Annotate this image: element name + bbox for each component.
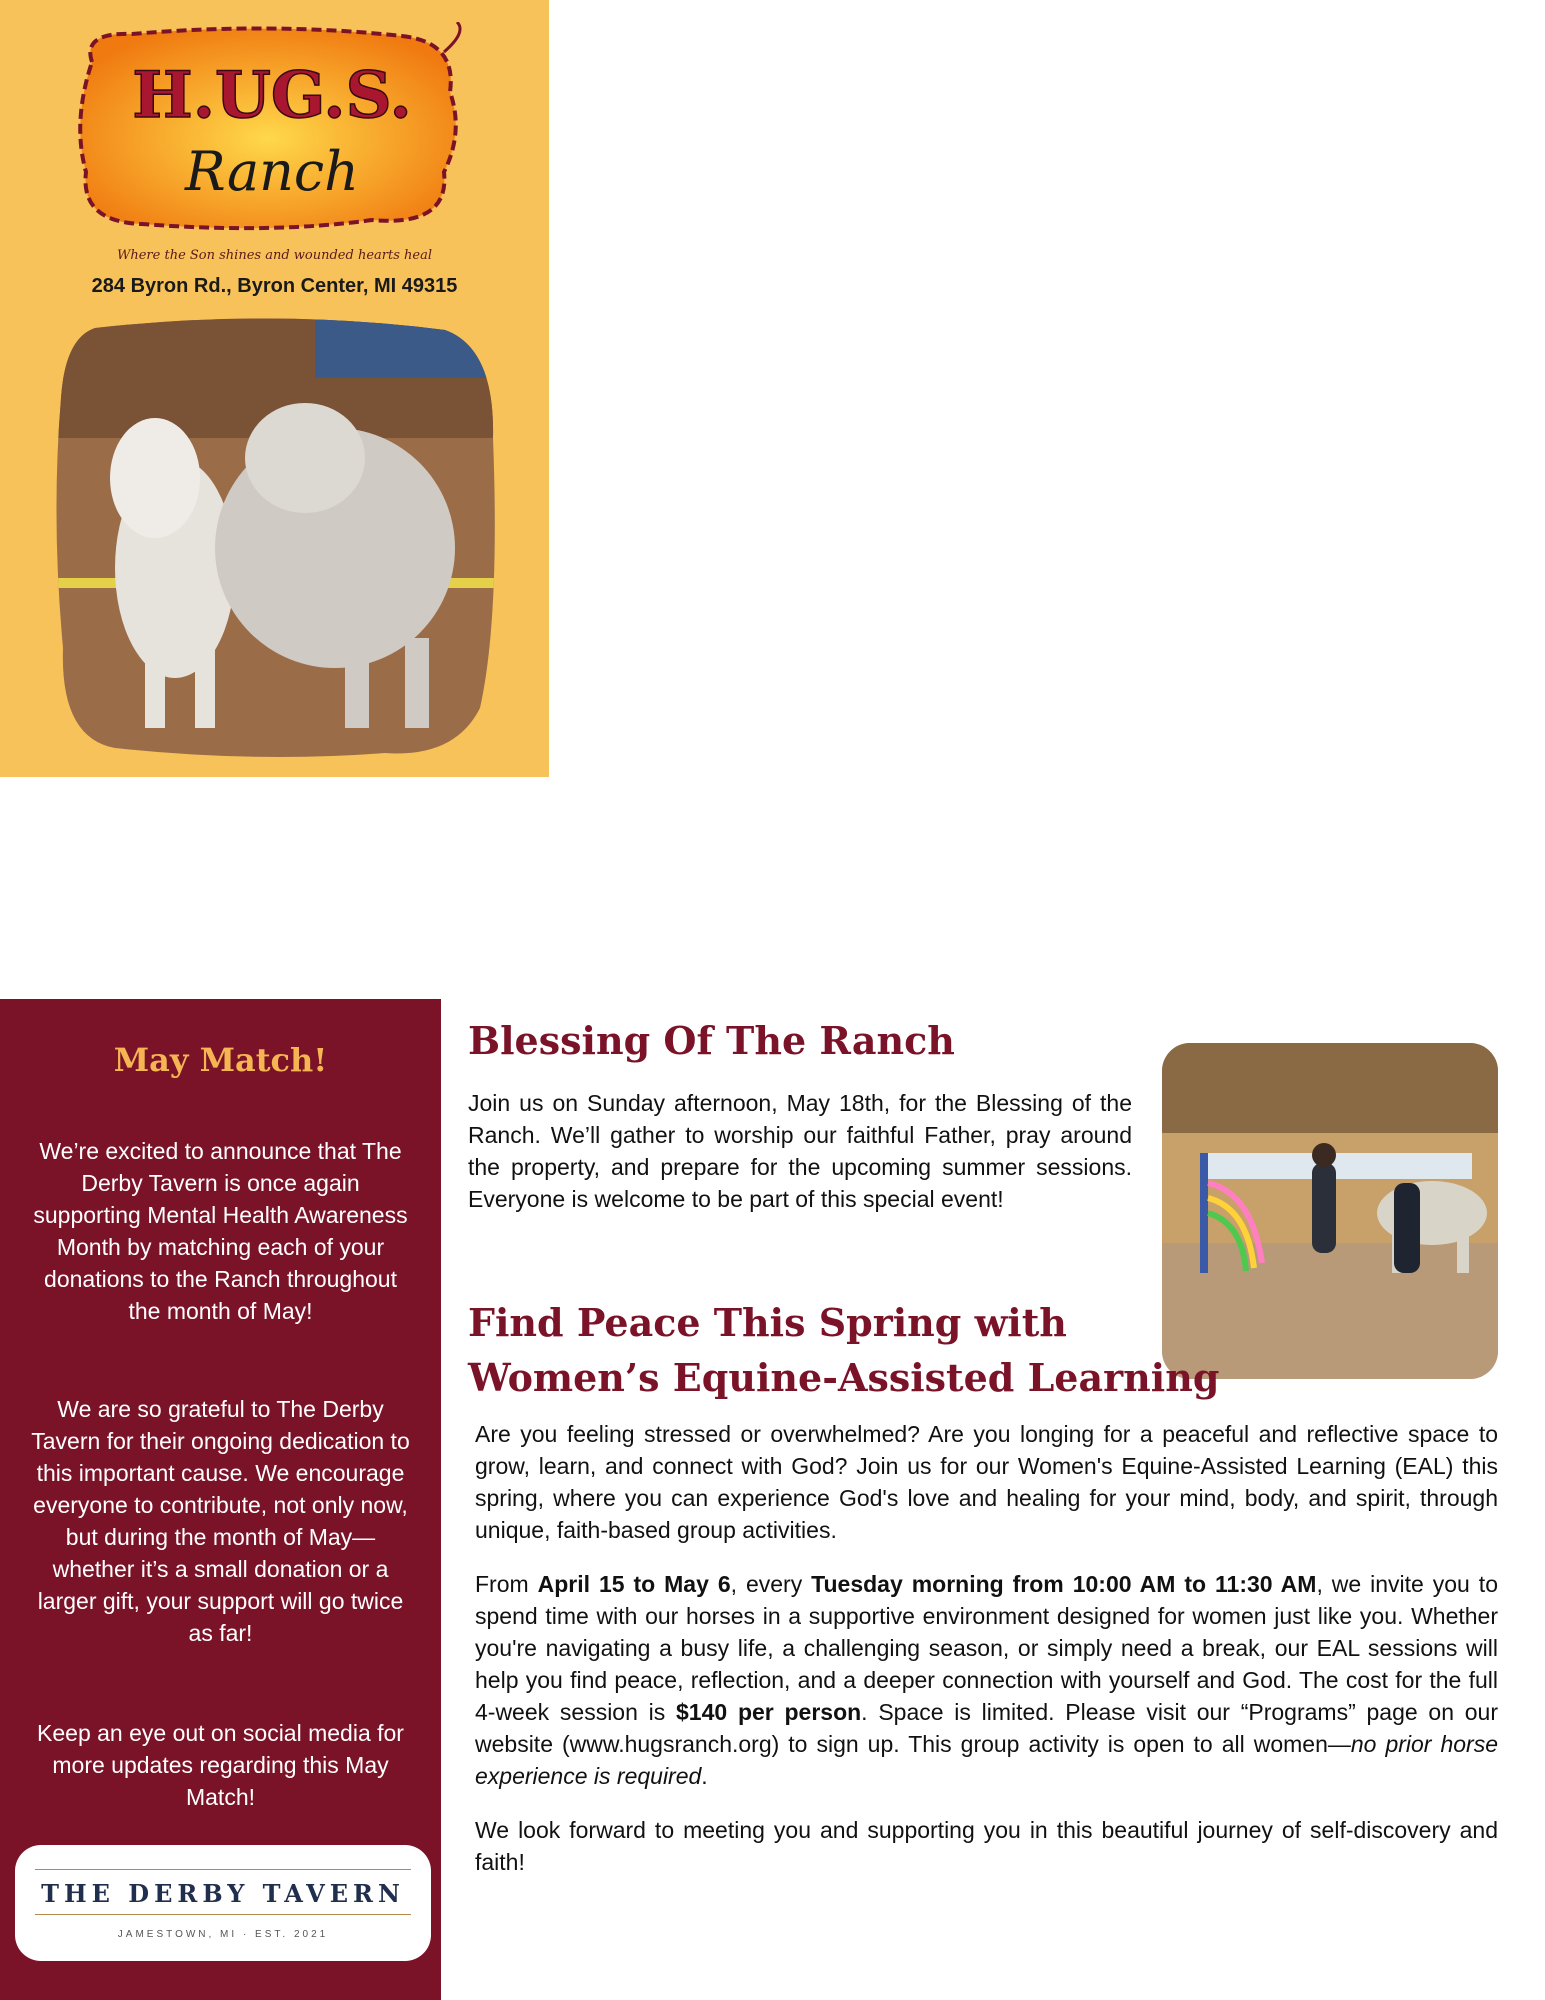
eal-details-text-b: , every: [730, 1571, 812, 1597]
logo-hugs-text: H.UG.S.: [132, 58, 412, 133]
eal-details-text-a: From: [475, 1571, 538, 1597]
blessing-body: Join us on Sunday afternoon, May 18th, for the Blessing of the Ranch. We’ll gather to worship our faithful Father, pray around the property, and prepare for the upcoming summer sessions. Everyone is welcome to be part of this special event!: [468, 1090, 1132, 1212]
donkeys-photo: [55, 318, 495, 758]
logo-graphic: [72, 22, 472, 237]
tagline: Where the Son shines and wounded hearts heal: [117, 248, 432, 263]
sidebar-paragraph-announcement: We’re excited to announce that The Derby Tavern is once again supporting Mental Health Awareness Month by matching each of your donations to the Ranch throughout the month of May!: [33, 1138, 408, 1324]
eal-time: Tuesday morning from 10:00 AM to 11:30 AM: [811, 1571, 1317, 1597]
may-match-sidebar: [0, 999, 441, 2000]
derby-tavern-subtitle: JAMESTOWN, MI · EST. 2021: [117, 1929, 329, 1940]
eal-experience-note: no prior horse experience is required: [475, 1731, 1498, 1789]
eal-heading-line1: Find Peace This Spring with: [468, 1300, 1067, 1345]
address: 284 Byron Rd., Byron Center, MI 49315: [91, 275, 458, 297]
hugs-ranch-logo: [72, 22, 472, 237]
sidebar-paragraph-updates: Keep an eye out on social media for more updates regarding this May Match!: [37, 1720, 404, 1810]
logo-ranch-text: Ranch: [185, 140, 359, 203]
derby-tavern-logo-card: [15, 1845, 431, 1961]
eal-price: $140 per person: [676, 1699, 862, 1725]
eal-heading: [468, 1295, 1219, 1405]
eal-paragraph-closing: We look forward to meeting you and supporting you in this beautiful journey of self-discovery and faith!: [475, 1817, 1498, 1875]
eal-details-text-c: , we invite you to spend time with our horses in a supportive environment designed for women just like you. Whether you're navigating a busy life, a challenging season, or simply need a break, our EAL sessions will help you find peace, reflection, and a deeper connection with yourself and God. The cost for the full 4-week session is: [475, 1571, 1498, 1725]
sidebar-paragraph-gratitude: We are so grateful to The Derby Tavern for their ongoing dedication to this important cause. We encourage everyone to contribute, not only now, but during the month of May—whether it’s a small donation or a larger gift, your support will go twice as far!: [31, 1396, 410, 1646]
header-panel: [0, 0, 549, 777]
derby-tavern-name: THE DERBY TAVERN: [41, 1879, 405, 1908]
eal-heading-line2: Women’s Equine-Assisted Learning: [468, 1355, 1220, 1400]
blessing-heading: Blessing Of The Ranch: [468, 1018, 955, 1063]
sidebar-title: May Match!: [113, 1041, 328, 1079]
eal-paragraph-intro: Are you feeling stressed or overwhelmed? Are you longing for a peaceful and reflective space to grow, learn, and connect with God? Join us for our Women's Equine-Assisted Learning (EAL) this spring, where you can experience God's love and healing for your mind, body, and spirit, through unique, faith-based group activities.: [475, 1421, 1498, 1543]
eal-dates: April 15 to May 6: [537, 1571, 731, 1597]
eal-paragraph-details: [475, 1568, 1498, 1792]
eal-details-text-d: . Space is limited. Please visit our “Programs” page on our website (www.hugsranch.org) to sign up. This group activity is open to all women—: [475, 1699, 1498, 1757]
eal-details-text-e: .: [701, 1763, 708, 1789]
